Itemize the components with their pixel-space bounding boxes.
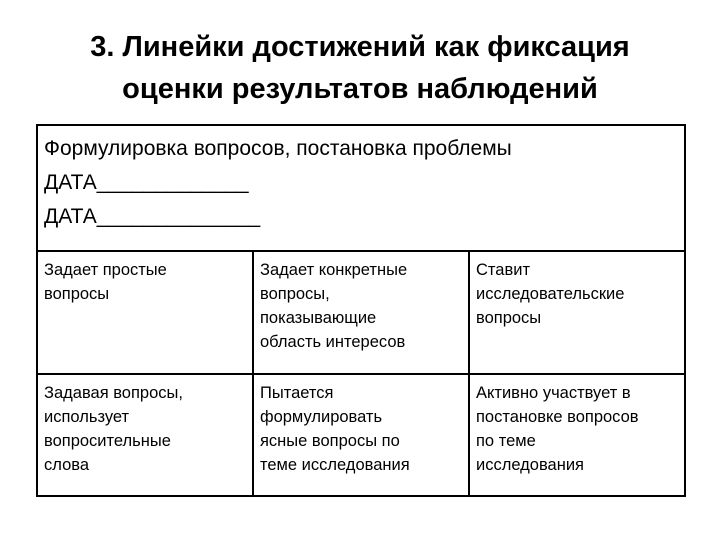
rubric-cell-level-2 [253,251,469,374]
cell-line: теме исследования [260,456,410,474]
cell-line: слова [44,456,89,474]
rubric-row [37,251,685,374]
cell-line: формулировать [260,408,383,426]
cell-line: Задает конкретные [260,261,408,279]
slide-title-line-2: оценки результатов наблюдений [122,73,598,105]
cell-line: Ставит [476,261,531,279]
rubric-date-2: ДАТА______________ [44,205,261,228]
cell-line: Пытается [260,384,334,402]
rubric-date-1: ДАТА_____________ [44,171,249,194]
cell-line: Задавая вопросы, [44,384,183,402]
cell-line: Задает простые [44,261,167,279]
rubric-cell-level-1 [37,251,253,374]
rubric-cell-level-2 [253,374,469,496]
rubric-topic: Формулировка вопросов, постановка проблемы [44,137,512,160]
cell-line: Активно участвует в [476,384,631,402]
cell-line: вопросы [44,285,110,303]
slide-title [20,26,700,110]
rubric-cell-level-3 [469,374,685,496]
cell-line: вопросительные [44,432,171,450]
rubric-cell-level-1 [37,374,253,496]
cell-line: использует [44,408,130,426]
cell-line: вопросы, [260,285,330,303]
rubric-row [37,374,685,496]
cell-line: вопросы [476,309,542,327]
rubric-cell-level-3 [469,251,685,374]
cell-line: исследовательские [476,285,625,303]
cell-line: исследования [476,456,584,474]
cell-line: область интересов [260,333,406,351]
rubric-header-row [37,125,685,251]
cell-line: ясные вопросы по [260,432,400,450]
slide-title-line-1: 3. Линейки достижений как фиксация [90,31,630,63]
achievement-rubric-table [36,124,686,497]
rubric-header-cell [37,125,685,251]
cell-line: постановке вопросов [476,408,639,426]
cell-line: по теме [476,432,536,450]
cell-line: показывающие [260,309,377,327]
